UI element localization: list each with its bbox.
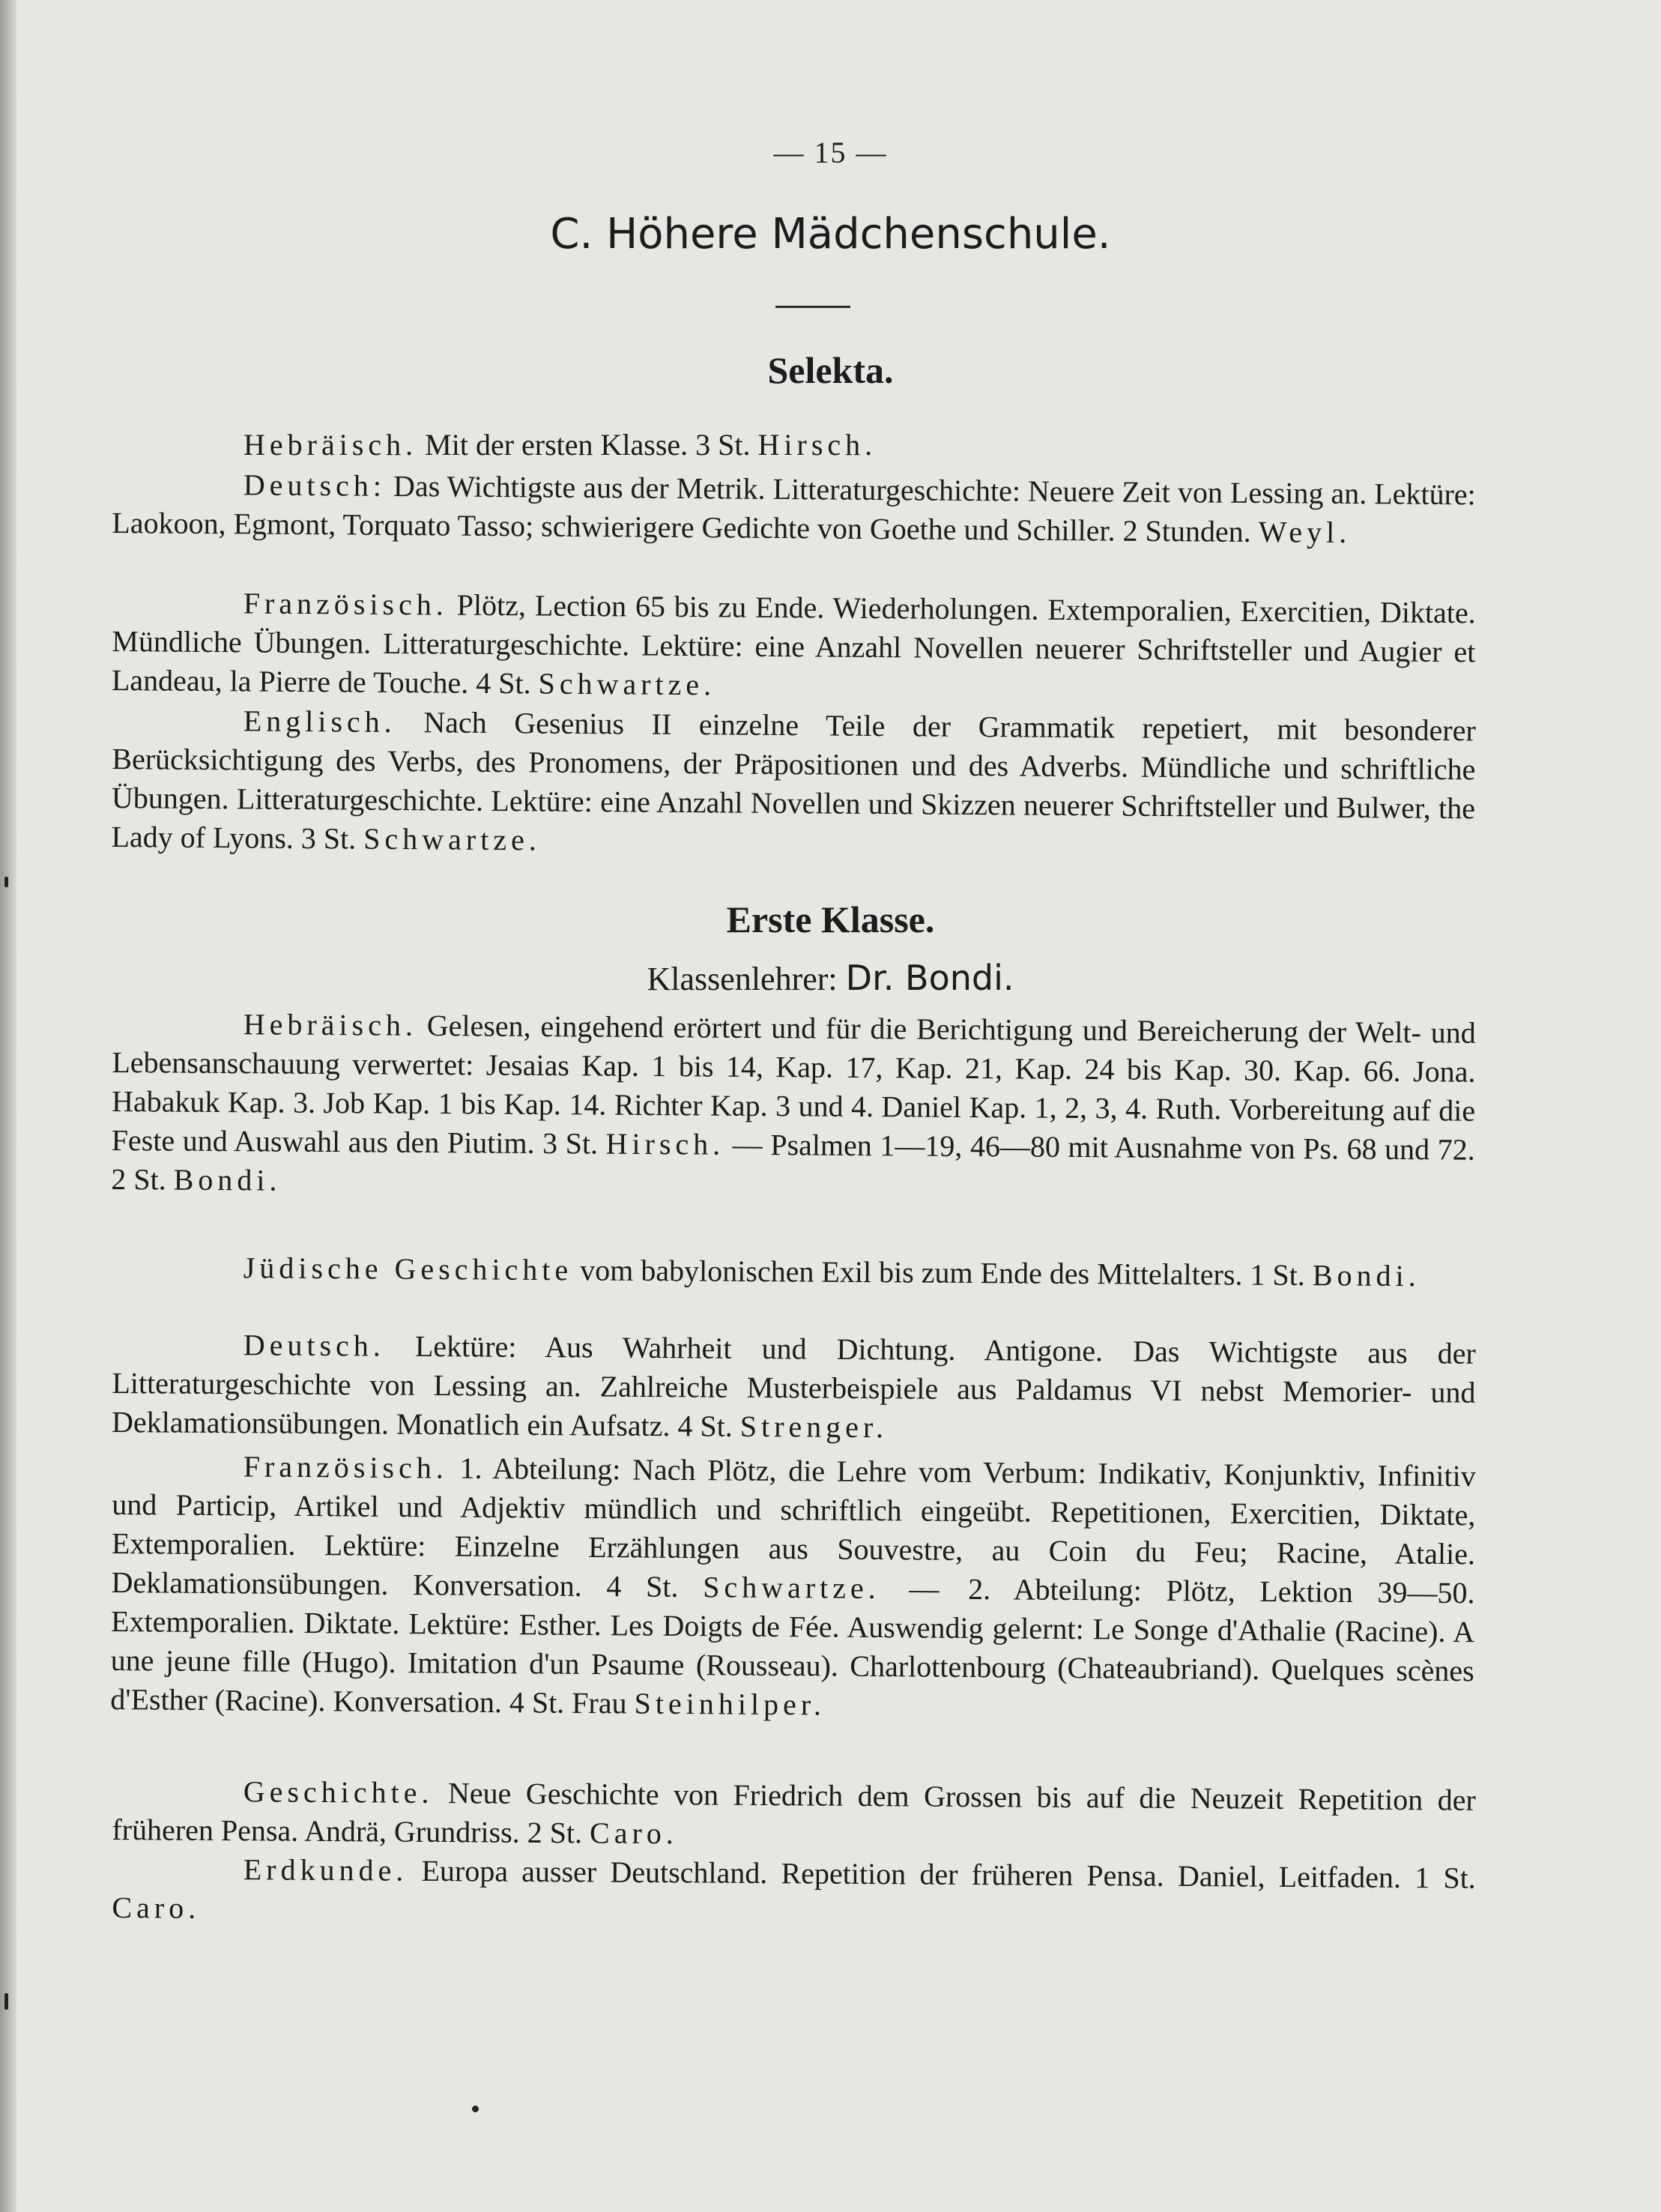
teacher-name: Hirsch.	[757, 428, 877, 462]
teacher-name: Bondi.	[1312, 1258, 1421, 1293]
margin-mark	[4, 1993, 8, 2010]
selekta-franzoesisch	[112, 583, 1476, 710]
klassenlehrer-label: Klassenlehrer:	[647, 961, 838, 997]
teacher-name: Strenger.	[739, 1409, 889, 1445]
lesson-text: — Psalmen 1—19, 46—80 mit Ausnahme von Ps. 68 und 72. 2 St.	[111, 1127, 1475, 1197]
subject-label: Jüdische Geschichte	[243, 1251, 573, 1287]
teacher-name: Caro.	[589, 1816, 679, 1851]
subject-label: Hebräisch.	[243, 428, 418, 462]
lesson-text: Lektüre: Aus Wahrheit und Dichtung. Antigone. Das Wichtigste aus der Litteraturgeschichte von Lessing an. Zahlreiche Musterbeispiele aus Paldamus VI nebst Memorier- und Deklamationsübungen. Monatlich ein Aufsatz. 4 St.	[111, 1329, 1476, 1443]
erste-klasse-geschichte	[112, 1771, 1476, 1859]
subject-label: Französisch.	[243, 586, 449, 622]
selekta-englisch	[111, 701, 1476, 867]
lesson-text: Mit der ersten Klasse. 3 St.	[425, 428, 751, 462]
subject-label: Englisch.	[243, 704, 396, 739]
teacher-name: Schwartze. —	[703, 1570, 944, 1606]
lesson-text: 2. Abteilung: Plötz, Lektion 39—50. Extemporalien. Diktate. Lektüre: Esther. Les Doigts de Fée. Auswendig gelernt: Le Songe d'Athalie (Racine). A une jeune fille (Hugo). Imitation d'un Psaume (Rousseau). Charlottenbourg (Chateaubriand). Quelques scènes d'Esther (Racine). Konversation. 4 St. Frau	[110, 1571, 1475, 1720]
subject-label: Französisch.	[243, 1449, 449, 1485]
subject-label: Hebräisch.	[243, 1007, 418, 1042]
selekta-hebraeisch	[112, 426, 1476, 465]
subject-label: Deutsch.	[243, 1328, 386, 1363]
lesson-text: Nach Gesenius II einzelne Teile der Grammatik repetiert, mit besonderer Berücksichtigung des Verbs, des Pronomens, der Präpositionen und des Adverbs. Mündliche und schriftliche Übungen. Litteraturgeschichte. Lektüre: eine Anzahl Novellen und Skizzen neuerer Schriftsteller und Bulwer, the Lady of Lyons. 3 St.	[111, 705, 1476, 856]
subject-label: Geschichte.	[243, 1774, 434, 1810]
lesson-text: 1. Abteilung: Nach Plötz, die Lehre vom Verbum: Indikativ, Konjunktiv, Infinitiv und Particip, Artikel und Adjektiv mündlich und schriftlich eingeübt. Repetitionen, Exercitien, Diktate, Extemporalien. Lektüre: Einzelne Erzählungen aus Souvestre, au Coin du Feu; Racine, Atalie. Deklamationsübungen. Konversation. 4 St.	[111, 1451, 1476, 1604]
teacher-name: Bondi.	[173, 1162, 282, 1197]
teacher-name: Caro.	[112, 1890, 201, 1925]
section-heading-erste-klasse: Erste Klasse.	[726, 898, 935, 940]
ink-speck	[472, 2106, 479, 2112]
page-number: — 15 —	[773, 136, 888, 169]
scan-page-edge	[0, 0, 16, 2212]
lesson-text: Plötz, Lection 65 bis zu Ende. Wiederholungen. Extemporalien, Exercitien, Diktate. Mündliche Übungen. Litteraturgeschichte. Lektüre: eine Anzahl Novellen neuerer Schriftsteller und Augier et Landeau, la Pierre de Touche. 4 St.	[111, 587, 1476, 701]
erste-klasse-juedische-geschichte	[112, 1248, 1476, 1296]
teacher-name: Weyl.	[1258, 515, 1352, 549]
teacher-name: Schwartze.	[538, 666, 716, 702]
lesson-text: vom babylonischen Exil bis zum Ende des Mittelalters. 1 St.	[580, 1253, 1306, 1293]
title-divider	[775, 306, 850, 308]
lesson-text: Neue Geschichte von Friedrich dem Grossen bis auf die Neuzeit Repetition der früheren Pensa. Andrä, Grundriss. 2 St.	[112, 1776, 1476, 1850]
margin-mark	[4, 877, 8, 887]
erste-klasse-franzoesisch	[110, 1446, 1476, 1729]
teacher-name: Schwartze.	[363, 821, 541, 857]
subject-label: Erdkunde.	[243, 1852, 408, 1888]
teacher-name: Steinhilper.	[634, 1686, 826, 1722]
lesson-text: Europa ausser Deutschland. Repetition der früheren Pensa. Daniel, Leitfaden. 1 St.	[421, 1853, 1476, 1895]
klassenlehrer-name: Dr. Bondi.	[845, 958, 1014, 998]
section-heading-selekta: Selekta.	[767, 349, 894, 391]
lesson-text: Gelesen, eingehend erörtert und für die Berichtigung und Bereicherung der Welt- und Lebensanschauung verwertet: Jesaias Kap. 1 bis 14, Kap. 17, Kap. 21, Kap. 24 bis Kap. 30. Kap. 66. Jona. Habakuk Kap. 3. Job Kap. 1 bis Kap. 14. Richter Kap. 3 und 4. Daniel Kap. 1, 2, 3, 4. Ruth. Vorbereitung auf die Feste und Auswahl aus den Piutim. 3 St.	[111, 1008, 1476, 1161]
klassenlehrer-line	[0, 958, 1661, 998]
erste-klasse-erdkunde	[112, 1849, 1476, 1937]
subject-label: Deutsch:	[243, 468, 387, 503]
erste-klasse-deutsch	[112, 1325, 1476, 1451]
erste-klasse-hebraeisch	[111, 1004, 1476, 1209]
lesson-text: Das Wichtigste aus der Metrik. Litteraturgeschichte: Neuere Zeit von Lessing an. Lektüre: Laokoon, Egmont, Torquato Tasso; schwierigere Gedichte von Goethe und Schiller. 2 Stunden.	[112, 468, 1476, 549]
teacher-name: Hirsch.	[605, 1126, 725, 1161]
selekta-deutsch	[112, 465, 1476, 553]
page-title: C. Höhere Mädchenschule.	[550, 210, 1111, 259]
